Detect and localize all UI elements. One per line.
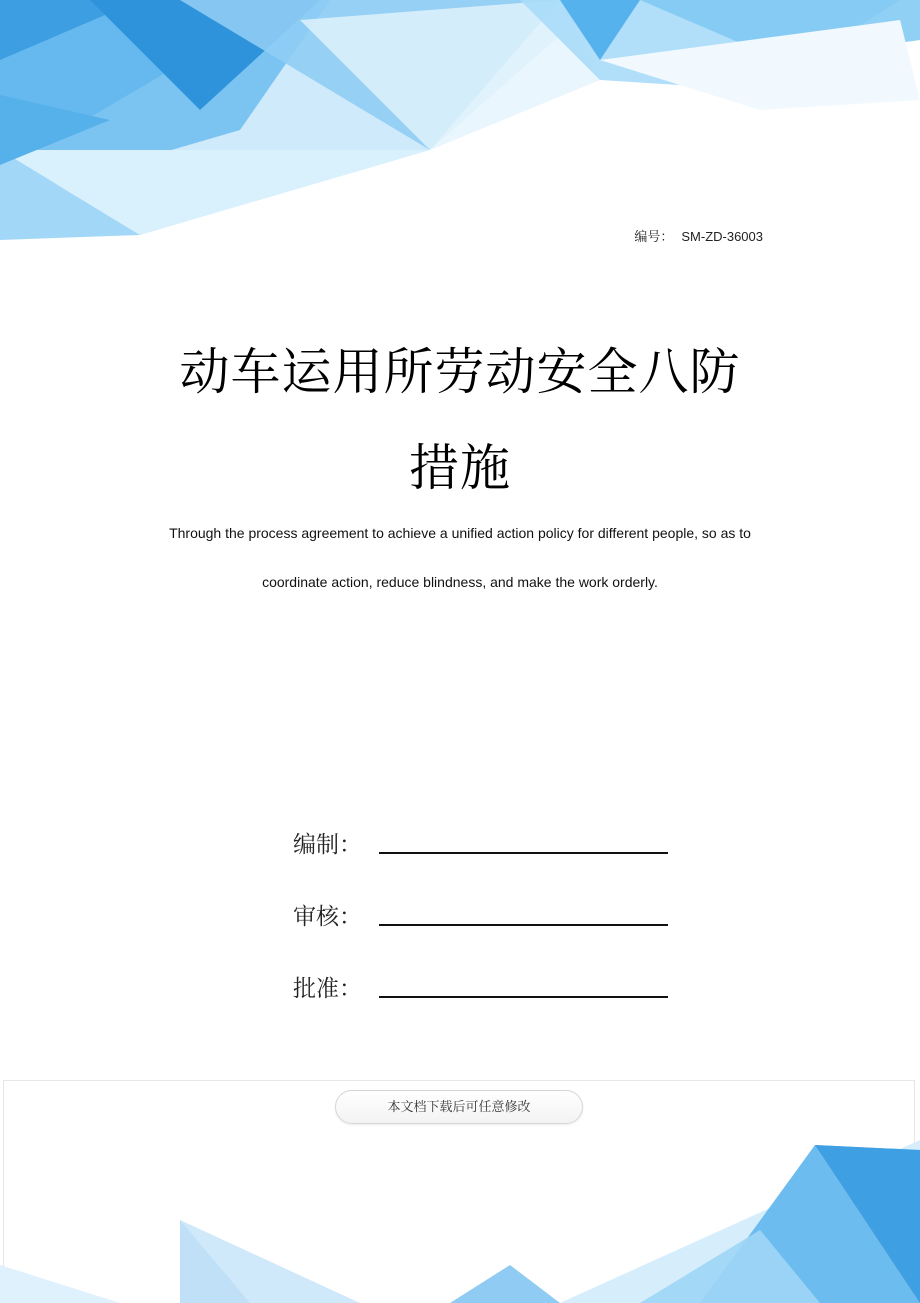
document-title-line-2: 措施 bbox=[409, 439, 511, 497]
document-title-line-1: 动车运用所劳动安全八防 bbox=[179, 343, 741, 401]
editor-label: 编制： bbox=[293, 832, 362, 858]
document-number-label: 编号： bbox=[634, 230, 674, 245]
approver-signature-line bbox=[379, 996, 668, 998]
top-decorative-banner bbox=[0, 0, 920, 250]
editable-note-badge: 本文档下载后可任意修改 bbox=[335, 1090, 583, 1124]
document-subtitle-line-1: Through the process agreement to achieve a unified action policy for different people, so as to bbox=[169, 525, 751, 541]
editor-signature-line bbox=[379, 852, 668, 854]
document-number bbox=[560, 226, 763, 245]
document-subtitle-line-2: coordinate action, reduce blindness, and make the work orderly. bbox=[262, 574, 658, 590]
reviewer-signature-line bbox=[379, 924, 668, 926]
document-number-value: SM-ZD-36003 bbox=[681, 229, 763, 244]
reviewer-label: 审核： bbox=[293, 904, 362, 930]
approver-label: 批准： bbox=[293, 976, 362, 1002]
